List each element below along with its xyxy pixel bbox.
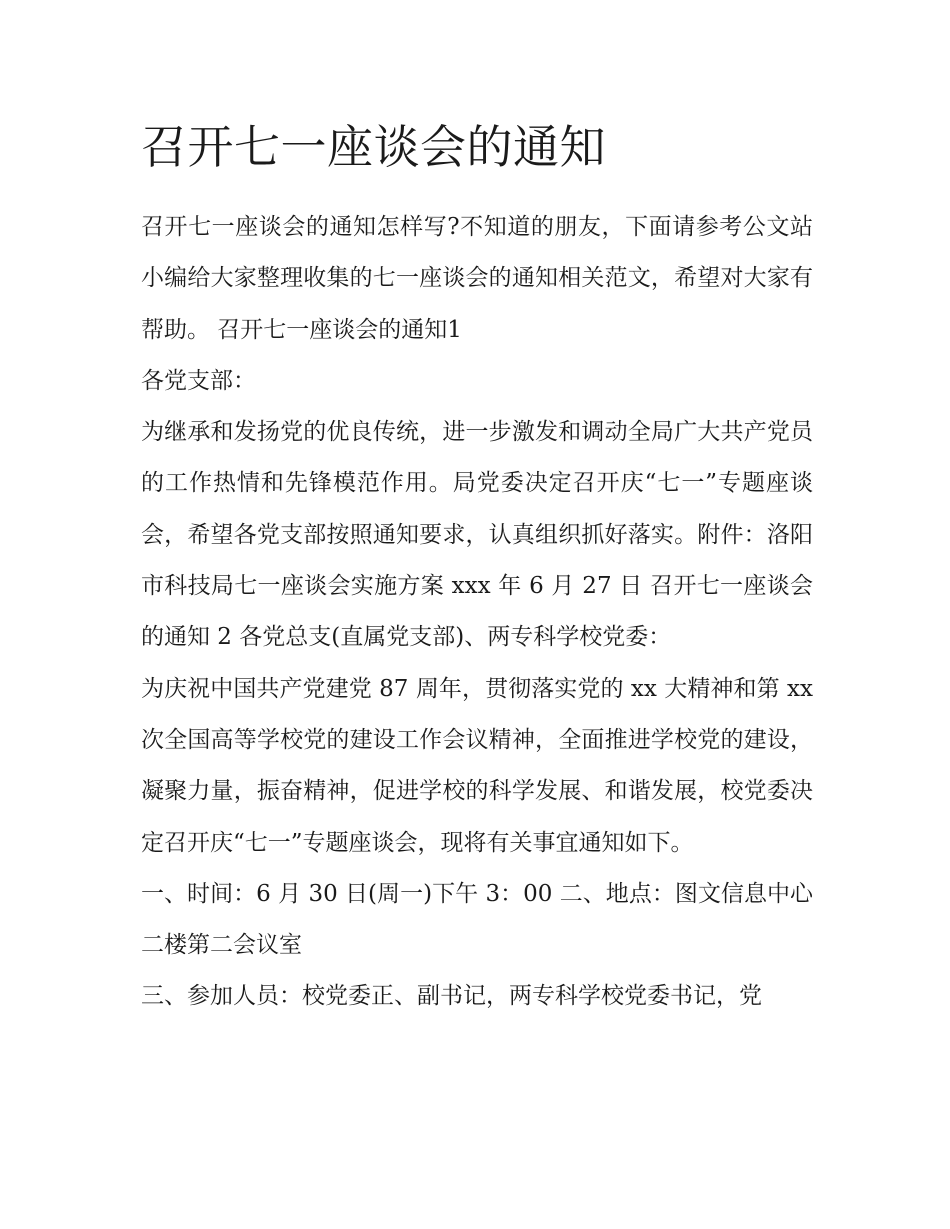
paragraph-intro: 召开七一座谈会的通知怎样写?不知道的朋友，下面请参考公文站小编给大家整理收集的七一座谈会的通知相关范文，希望对大家有帮助。 召开七一座谈会的通知1: [141, 214, 813, 343]
document-content: [141, 112, 813, 1023]
paragraph-notice-2: 为庆祝中国共产党建党 87 周年，贯彻落实党的 xx 大精神和第 xx 次全国高等学校党的建设工作会议精神，全面推进学校党的建设，凝聚力量，振奋精神，促进学校的科学发展、和谐发展，校党委决定召开庆“七一”专题座谈会，现将有关事宜通知如下。: [141, 675, 813, 856]
document-title: 召开七一座谈会的通知: [141, 120, 606, 174]
paragraph-time-place: 一、时间：6 月 30 日(周一)下午 3：00 二、地点：图文信息中心二楼第二会议室: [141, 880, 813, 959]
paragraph-attendees: 三、参加人员：校党委正、副书记，两专科学校党委书记，党: [141, 983, 762, 1010]
document-body: [141, 202, 813, 1023]
paragraph-notice-1: 为继承和发扬党的优良传统，进一步激发和调动全局广大共产党员的工作热情和先锋模范作用。局党委决定召开庆“七一”专题座谈会，希望各党支部按照通知要求，认真组织抓好落实。附件：洛阳市科技局七一座谈会实施方案 xxx 年 6 月 27 日 召开七一座谈会的通知 2 各党总支(直属党支部)、两专科学校党委：: [141, 419, 813, 651]
paragraph-salutation: 各党支部：: [141, 367, 256, 394]
